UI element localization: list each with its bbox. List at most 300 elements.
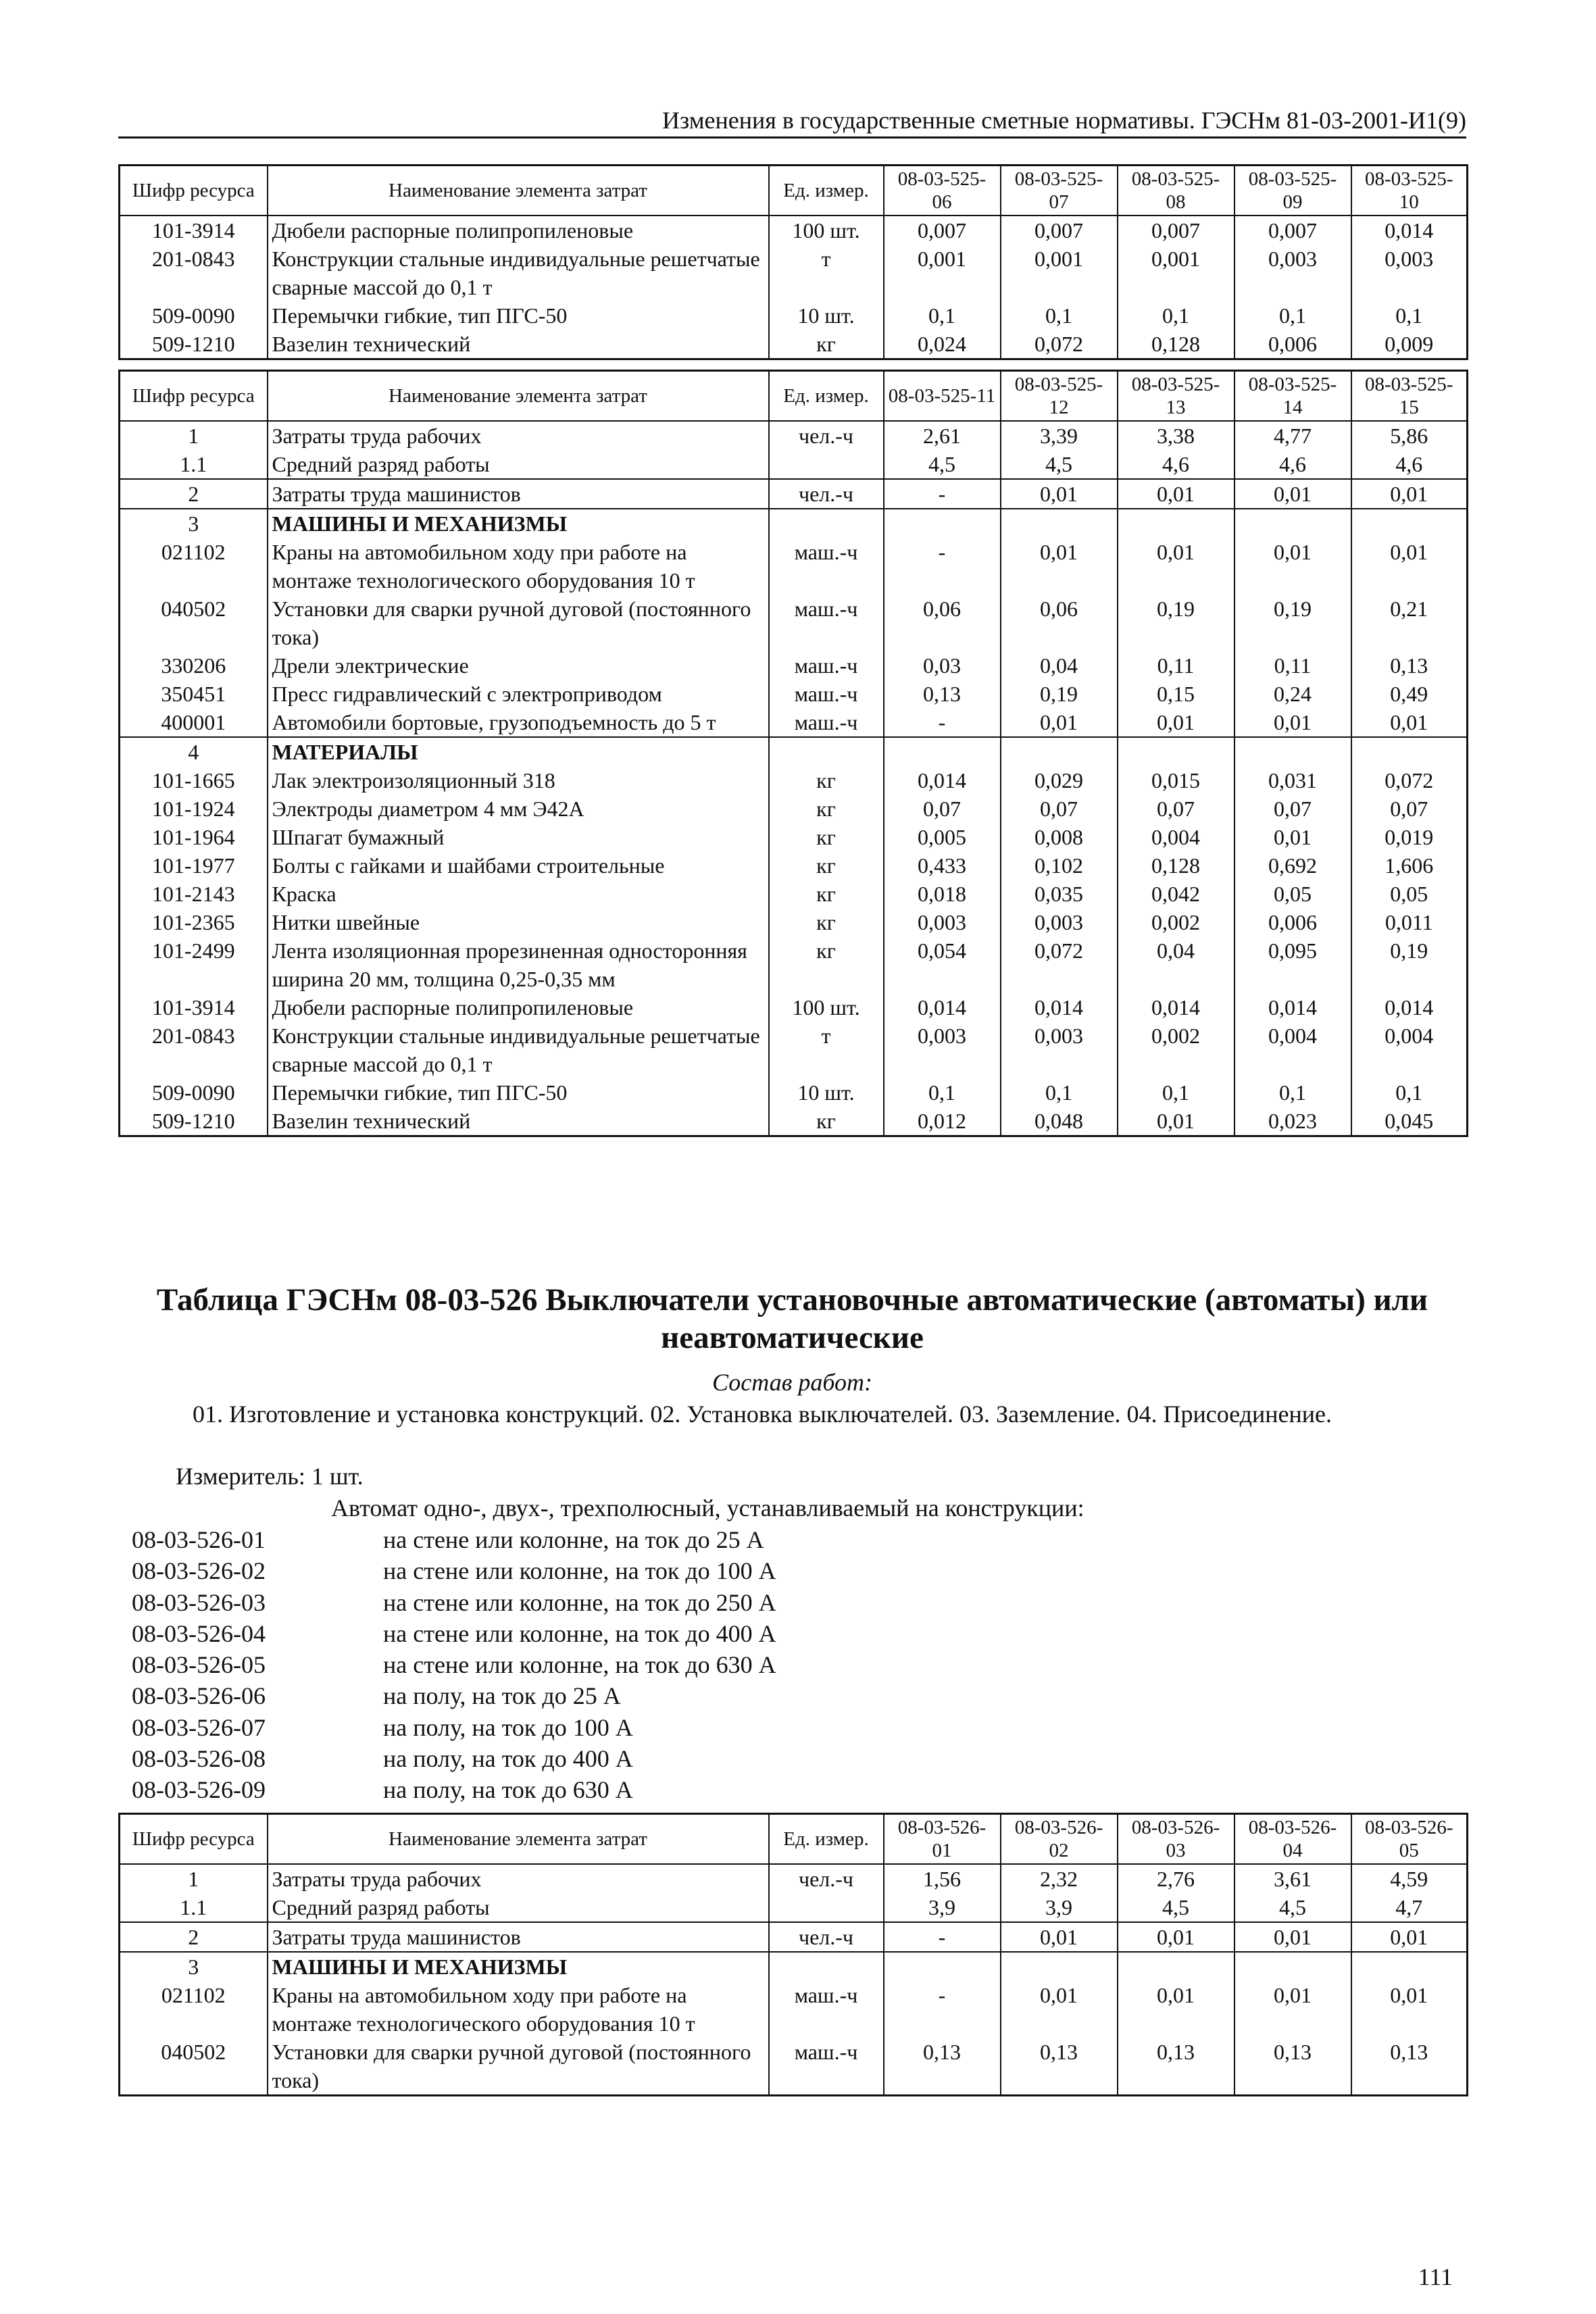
cell-value: 2,76	[1118, 1864, 1235, 1893]
table-row	[120, 795, 1468, 823]
cell-value: 0,019	[1351, 823, 1468, 851]
cell-code: 101-1964	[120, 823, 268, 851]
cell-value: 0,1	[1235, 1078, 1351, 1107]
table-row	[120, 680, 1468, 708]
cell-value: 0,014	[1118, 993, 1235, 1022]
cell-code: 1	[120, 1864, 268, 1893]
header-code: Шифр ресурса	[120, 371, 268, 422]
norm-item	[132, 1555, 776, 1586]
cell-value	[884, 1952, 1001, 1981]
cell-value: 0,433	[884, 851, 1001, 880]
cell-value: 0,24	[1235, 680, 1351, 708]
cell-unit: кг	[769, 1107, 884, 1136]
cell-value: 0,001	[884, 245, 1001, 301]
cell-unit: 100 шт.	[769, 993, 884, 1022]
norm-item-text: на полу, на ток до 630 А	[383, 1776, 633, 1804]
cell-code: 2	[120, 479, 268, 509]
header-unit: Ед. измер.	[769, 371, 884, 422]
cell-unit: чел.-ч	[769, 1922, 884, 1952]
cell-value: 0,01	[1235, 538, 1351, 595]
cell-code: 101-1924	[120, 795, 268, 823]
cell-value	[1001, 509, 1118, 538]
header-norm-code: 08-03-525-12	[1001, 371, 1118, 422]
composition-title: Состав работ:	[712, 1369, 872, 1396]
cell-value: 0,15	[1118, 680, 1235, 708]
cell-unit: 10 шт.	[769, 301, 884, 330]
cell-value: 2,61	[884, 421, 1001, 450]
table-row	[120, 880, 1468, 908]
table-header-row	[120, 1814, 1468, 1865]
table-row	[120, 2038, 1468, 2096]
cell-code: 021102	[120, 538, 268, 595]
cell-unit	[769, 1952, 884, 1981]
header-norm-code: 08-03-525-10	[1351, 166, 1468, 216]
cell-value: 0,003	[1235, 245, 1351, 301]
table-row	[120, 1922, 1468, 1952]
cell-value: 0,007	[1118, 216, 1235, 245]
cell-value: 0,01	[1118, 1107, 1235, 1136]
cell-name: Автомобили бортовые, грузоподъемность до 5 т	[268, 708, 769, 737]
table-row	[120, 936, 1468, 993]
norm-item-code: 08-03-526-09	[132, 1776, 266, 1804]
cell-unit: т	[769, 1022, 884, 1078]
cell-code: 101-3914	[120, 216, 268, 245]
cell-value	[1001, 1952, 1118, 1981]
cell-code: 1	[120, 421, 268, 450]
cell-code: 201-0843	[120, 1022, 268, 1078]
norm-item-code: 08-03-526-06	[132, 1682, 266, 1710]
cell-unit: маш.-ч	[769, 1981, 884, 2038]
cell-value: 0,01	[1235, 1981, 1351, 2038]
norm-item-text: на стене или колонне, на ток до 400 А	[383, 1619, 776, 1647]
cell-name: Вазелин технический	[268, 330, 769, 359]
table-row	[120, 708, 1468, 737]
cell-unit: 10 шт.	[769, 1078, 884, 1107]
table-title: Таблица ГЭСНм 08-03-526 Выключатели установочные автоматические (автоматы) или неавтоматические	[156, 1282, 1428, 1355]
cell-value: -	[884, 479, 1001, 509]
table-row	[120, 479, 1468, 509]
table-header-row	[120, 166, 1468, 216]
cell-value: 0,007	[1235, 216, 1351, 245]
header-name: Наименование элемента затрат	[268, 166, 769, 216]
resource-table-525-11-15	[118, 370, 1468, 1137]
cell-value: 0,014	[884, 766, 1001, 795]
cell-code: 3	[120, 509, 268, 538]
cell-name: Шпагат бумажный	[268, 823, 769, 851]
table-row	[120, 993, 1468, 1022]
cell-value: 0,072	[1351, 766, 1468, 795]
cell-name: Конструкции стальные индивидуальные решетчатые сварные массой до 0,1 т	[268, 245, 769, 301]
cell-value: 0,13	[1001, 2038, 1118, 2096]
cell-value: -	[884, 1981, 1001, 2038]
cell-value: 0,007	[1001, 216, 1118, 245]
cell-unit	[769, 450, 884, 479]
cell-value: 0,01	[1351, 708, 1468, 737]
cell-value: 0,048	[1001, 1107, 1118, 1136]
cell-value: 0,054	[884, 936, 1001, 993]
cell-value: 0,007	[884, 216, 1001, 245]
cell-value: 0,003	[884, 1022, 1001, 1078]
cell-value: 0,06	[884, 595, 1001, 651]
cell-value: 0,014	[884, 993, 1001, 1022]
cell-code: 509-1210	[120, 1107, 268, 1136]
header-norm-code: 08-03-526-05	[1351, 1814, 1468, 1865]
norm-item-code: 08-03-526-03	[132, 1588, 266, 1616]
cell-code: 509-0090	[120, 301, 268, 330]
cell-value: 0,018	[884, 880, 1001, 908]
header-code: Шифр ресурса	[120, 166, 268, 216]
table-row	[120, 1893, 1468, 1922]
cell-value: 0,01	[1001, 1981, 1118, 2038]
cell-value: 0,002	[1118, 1022, 1235, 1078]
cell-unit	[769, 737, 884, 766]
cell-value: 0,003	[1001, 1022, 1118, 1078]
cell-value: 0,011	[1351, 908, 1468, 936]
cell-unit: кг	[769, 908, 884, 936]
norm-item	[132, 1743, 776, 1774]
norm-item-code: 08-03-526-08	[132, 1745, 266, 1773]
cell-name: Перемычки гибкие, тип ПГС-50	[268, 301, 769, 330]
cell-value: 0,01	[1001, 708, 1118, 737]
cell-name: Болты с гайками и шайбами строительные	[268, 851, 769, 880]
cell-value: 0,1	[1118, 1078, 1235, 1107]
cell-value: 0,015	[1118, 766, 1235, 795]
norm-item-code: 08-03-526-04	[132, 1619, 266, 1647]
cell-value: 0,01	[1118, 538, 1235, 595]
cell-value: 0,05	[1235, 880, 1351, 908]
cell-value: 0,01	[1001, 479, 1118, 509]
norm-item-text: на стене или колонне, на ток до 250 А	[383, 1588, 776, 1616]
cell-value: 0,001	[1001, 245, 1118, 301]
cell-code: 350451	[120, 680, 268, 708]
cell-value: 0,04	[1118, 936, 1235, 993]
cell-value: 0,01	[1001, 1922, 1118, 1952]
cell-value	[884, 737, 1001, 766]
cell-value: 0,024	[884, 330, 1001, 359]
table-row	[120, 908, 1468, 936]
meter-text: Измеритель: 1 шт.	[176, 1463, 364, 1490]
cell-value: 0,01	[1118, 1922, 1235, 1952]
cell-value: 0,692	[1235, 851, 1351, 880]
cell-value: 0,01	[1118, 1981, 1235, 2038]
cell-name: Затраты труда рабочих	[268, 421, 769, 450]
header-norm-code: 08-03-525-14	[1235, 371, 1351, 422]
cell-name: МАТЕРИАЛЫ	[268, 737, 769, 766]
cell-value: 0,13	[1351, 2038, 1468, 2096]
cell-value: 0,1	[1118, 301, 1235, 330]
cell-unit: кг	[769, 880, 884, 908]
cell-value: 4,59	[1351, 1864, 1468, 1893]
cell-value: 0,01	[1351, 1981, 1468, 2038]
cell-unit: маш.-ч	[769, 595, 884, 651]
norm-item-code: 08-03-526-05	[132, 1651, 266, 1679]
cell-value: -	[884, 708, 1001, 737]
norm-item-code: 08-03-526-02	[132, 1557, 266, 1585]
table-row	[120, 1952, 1468, 1981]
cell-value: -	[884, 1922, 1001, 1952]
cell-value: 4,6	[1351, 450, 1468, 479]
cell-code: 101-1665	[120, 766, 268, 795]
cell-name: Затраты труда рабочих	[268, 1864, 769, 1893]
cell-value: 0,13	[884, 2038, 1001, 2096]
cell-value: 0,03	[884, 651, 1001, 680]
cell-value	[884, 509, 1001, 538]
cell-value: 4,5	[1118, 1893, 1235, 1922]
header-norm-code: 08-03-525-15	[1351, 371, 1468, 422]
cell-value: 0,49	[1351, 680, 1468, 708]
table-row	[120, 1078, 1468, 1107]
table-row	[120, 216, 1468, 245]
table-row	[120, 450, 1468, 479]
cell-value: 3,38	[1118, 421, 1235, 450]
cell-code: 3	[120, 1952, 268, 1981]
cell-value: 0,01	[1001, 538, 1118, 595]
table-row	[120, 1864, 1468, 1893]
cell-name: Нитки швейные	[268, 908, 769, 936]
cell-value: 0,1	[1001, 301, 1118, 330]
cell-unit: кг	[769, 795, 884, 823]
norm-item-text: на стене или колонне, на ток до 25 А	[383, 1526, 764, 1553]
cell-value: 0,01	[1118, 708, 1235, 737]
cell-value: 0,01	[1235, 708, 1351, 737]
cell-value: 0,01	[1235, 823, 1351, 851]
cell-unit: кг	[769, 330, 884, 359]
cell-value: 0,01	[1351, 1922, 1468, 1952]
cell-value: 1,56	[884, 1864, 1001, 1893]
table-row	[120, 538, 1468, 595]
norm-item-text: на стене или колонне, на ток до 100 А	[383, 1557, 776, 1585]
table-row	[120, 651, 1468, 680]
cell-name: Перемычки гибкие, тип ПГС-50	[268, 1078, 769, 1107]
items-intro: Автомат одно-, двух-, трехполюсный, устанавливаемый на конструкции:	[331, 1494, 1084, 1521]
cell-value: 0,003	[1001, 908, 1118, 936]
cell-unit	[769, 509, 884, 538]
cell-unit: маш.-ч	[769, 651, 884, 680]
cell-unit: маш.-ч	[769, 538, 884, 595]
cell-value: 0,003	[884, 908, 1001, 936]
cell-value: 0,006	[1235, 330, 1351, 359]
cell-name: Установки для сварки ручной дуговой (постоянного тока)	[268, 595, 769, 651]
cell-value: 5,86	[1351, 421, 1468, 450]
norm-item-text: на полу, на ток до 400 А	[383, 1745, 633, 1773]
cell-value: 0,014	[1235, 993, 1351, 1022]
cell-value: 2,32	[1001, 1864, 1118, 1893]
cell-value: 0,042	[1118, 880, 1235, 908]
table-row	[120, 851, 1468, 880]
cell-value: 0,07	[1235, 795, 1351, 823]
table-row	[120, 509, 1468, 538]
cell-value: 0,01	[1118, 479, 1235, 509]
norm-item	[132, 1712, 776, 1743]
cell-value: 0,1	[1235, 301, 1351, 330]
cell-value	[1351, 509, 1468, 538]
cell-name: Краска	[268, 880, 769, 908]
cell-value: 3,9	[884, 1893, 1001, 1922]
composition-text: 01. Изготовление и установка конструкций. 02. Установка выключателей. 03. Заземление. 04. Присоединение.	[193, 1401, 1332, 1428]
cell-value: 0,19	[1001, 680, 1118, 708]
cell-value: 4,5	[884, 450, 1001, 479]
cell-value	[1118, 509, 1235, 538]
cell-value: 0,01	[1235, 479, 1351, 509]
cell-name: Лак электроизоляционный 318	[268, 766, 769, 795]
cell-value: 0,002	[1118, 908, 1235, 936]
cell-unit: кг	[769, 823, 884, 851]
cell-value: 0,004	[1118, 823, 1235, 851]
header-norm-code: 08-03-525-08	[1118, 166, 1235, 216]
cell-unit: чел.-ч	[769, 479, 884, 509]
cell-name: Лента изоляционная прорезиненная односторонняя ширина 20 мм, толщина 0,25-0,35 мм	[268, 936, 769, 993]
cell-value: 0,014	[1351, 993, 1468, 1022]
cell-value: 0,031	[1235, 766, 1351, 795]
cell-value: 0,13	[1118, 2038, 1235, 2096]
cell-unit: маш.-ч	[769, 708, 884, 737]
cell-value: 0,13	[1351, 651, 1468, 680]
cell-value: 0,128	[1118, 851, 1235, 880]
cell-value	[1351, 1952, 1468, 1981]
cell-value: 0,07	[1351, 795, 1468, 823]
norm-items-list	[132, 1524, 776, 1806]
cell-name: Средний разряд работы	[268, 450, 769, 479]
table-row	[120, 823, 1468, 851]
cell-value: 0,1	[1001, 1078, 1118, 1107]
cell-code: 021102	[120, 1981, 268, 2038]
cell-value: 0,1	[1351, 1078, 1468, 1107]
cell-value: 3,9	[1001, 1893, 1118, 1922]
norm-item	[132, 1680, 776, 1711]
cell-code: 101-2365	[120, 908, 268, 936]
cell-value: 0,1	[1351, 301, 1468, 330]
cell-value: 4,6	[1118, 450, 1235, 479]
cell-value: 0,128	[1118, 330, 1235, 359]
header-norm-code: 08-03-526-01	[884, 1814, 1001, 1865]
table-row	[120, 1981, 1468, 2038]
cell-value	[1118, 1952, 1235, 1981]
cell-name: Краны на автомобильном ходу при работе на монтаже технологического оборудования 10 т	[268, 538, 769, 595]
cell-value: 0,07	[1118, 795, 1235, 823]
cell-code: 4	[120, 737, 268, 766]
cell-value: 0,1	[884, 1078, 1001, 1107]
cell-name: Электроды диаметром 4 мм Э42А	[268, 795, 769, 823]
cell-unit: чел.-ч	[769, 1864, 884, 1893]
cell-value: 0,01	[1351, 479, 1468, 509]
cell-value: 0,072	[1001, 936, 1118, 993]
cell-value: 4,77	[1235, 421, 1351, 450]
cell-code: 2	[120, 1922, 268, 1952]
cell-code: 101-2143	[120, 880, 268, 908]
cell-value: 0,21	[1351, 595, 1468, 651]
cell-value: 0,01	[1235, 1922, 1351, 1952]
cell-value: 0,003	[1351, 245, 1468, 301]
cell-name: МАШИНЫ И МЕХАНИЗМЫ	[268, 1952, 769, 1981]
header-norm-code: 08-03-525-07	[1001, 166, 1118, 216]
cell-value: 0,07	[884, 795, 1001, 823]
norm-item-code: 08-03-526-07	[132, 1713, 266, 1741]
cell-value	[1235, 737, 1351, 766]
cell-name: Затраты труда машинистов	[268, 479, 769, 509]
resource-table-526-01-05	[118, 1813, 1468, 2096]
cell-value: 0,19	[1118, 595, 1235, 651]
cell-code: 101-1977	[120, 851, 268, 880]
norm-item-text: на полу, на ток до 25 А	[383, 1682, 621, 1710]
cell-code: 040502	[120, 2038, 268, 2096]
cell-value: 0,072	[1001, 330, 1118, 359]
resource-table-525-06-10	[118, 164, 1468, 360]
cell-value: 4,6	[1235, 450, 1351, 479]
cell-value: 4,5	[1001, 450, 1118, 479]
norm-item	[132, 1587, 776, 1618]
cell-value: 3,61	[1235, 1864, 1351, 1893]
table-row	[120, 1022, 1468, 1078]
cell-code: 1.1	[120, 450, 268, 479]
cell-code: 509-0090	[120, 1078, 268, 1107]
cell-name: МАШИНЫ И МЕХАНИЗМЫ	[268, 509, 769, 538]
cell-code: 400001	[120, 708, 268, 737]
cell-value: 0,1	[884, 301, 1001, 330]
cell-value: 0,11	[1118, 651, 1235, 680]
table-row	[120, 421, 1468, 450]
cell-unit: кг	[769, 766, 884, 795]
cell-name: Вазелин технический	[268, 1107, 769, 1136]
cell-value: 0,008	[1001, 823, 1118, 851]
cell-value: 0,006	[1235, 908, 1351, 936]
cell-name: Дюбели распорные полипропиленовые	[268, 216, 769, 245]
cell-unit	[769, 1893, 884, 1922]
cell-code: 101-2499	[120, 936, 268, 993]
cell-code: 330206	[120, 651, 268, 680]
header-unit: Ед. измер.	[769, 166, 884, 216]
cell-unit: маш.-ч	[769, 680, 884, 708]
header-name: Наименование элемента затрат	[268, 371, 769, 422]
cell-unit: кг	[769, 851, 884, 880]
header-norm-code: 08-03-526-04	[1235, 1814, 1351, 1865]
cell-value: 0,001	[1118, 245, 1235, 301]
cell-value: 0,095	[1235, 936, 1351, 993]
cell-value: 0,023	[1235, 1107, 1351, 1136]
cell-name: Средний разряд работы	[268, 1893, 769, 1922]
cell-unit: чел.-ч	[769, 421, 884, 450]
cell-value: 0,045	[1351, 1107, 1468, 1136]
norm-item-text: на полу, на ток до 100 А	[383, 1713, 633, 1741]
table-row	[120, 737, 1468, 766]
table-row	[120, 595, 1468, 651]
table-row	[120, 301, 1468, 330]
cell-value: 1,606	[1351, 851, 1468, 880]
cell-code: 509-1210	[120, 330, 268, 359]
header-name: Наименование элемента затрат	[268, 1814, 769, 1865]
cell-value: 0,014	[1351, 216, 1468, 245]
cell-code: 1.1	[120, 1893, 268, 1922]
table-row	[120, 330, 1468, 359]
header-norm-code: 08-03-525-11	[884, 371, 1001, 422]
table-row	[120, 1107, 1468, 1136]
header-norm-code: 08-03-525-06	[884, 166, 1001, 216]
cell-name: Краны на автомобильном ходу при работе на монтаже технологического оборудования 10 т	[268, 1981, 769, 2038]
cell-value: 4,5	[1235, 1893, 1351, 1922]
cell-code: 201-0843	[120, 245, 268, 301]
cell-value: 0,13	[1235, 2038, 1351, 2096]
table-row	[120, 766, 1468, 795]
cell-value: 0,005	[884, 823, 1001, 851]
cell-value: 0,04	[1001, 651, 1118, 680]
cell-unit: маш.-ч	[769, 2038, 884, 2096]
cell-value: 0,004	[1351, 1022, 1468, 1078]
cell-value: 4,7	[1351, 1893, 1468, 1922]
header-norm-code: 08-03-525-13	[1118, 371, 1235, 422]
cell-value: 0,102	[1001, 851, 1118, 880]
cell-name: Затраты труда машинистов	[268, 1922, 769, 1952]
running-header: Изменения в государственные сметные нормативы. ГЭСНм 81-03-2001-И1(9)	[118, 105, 1466, 139]
cell-code: 040502	[120, 595, 268, 651]
